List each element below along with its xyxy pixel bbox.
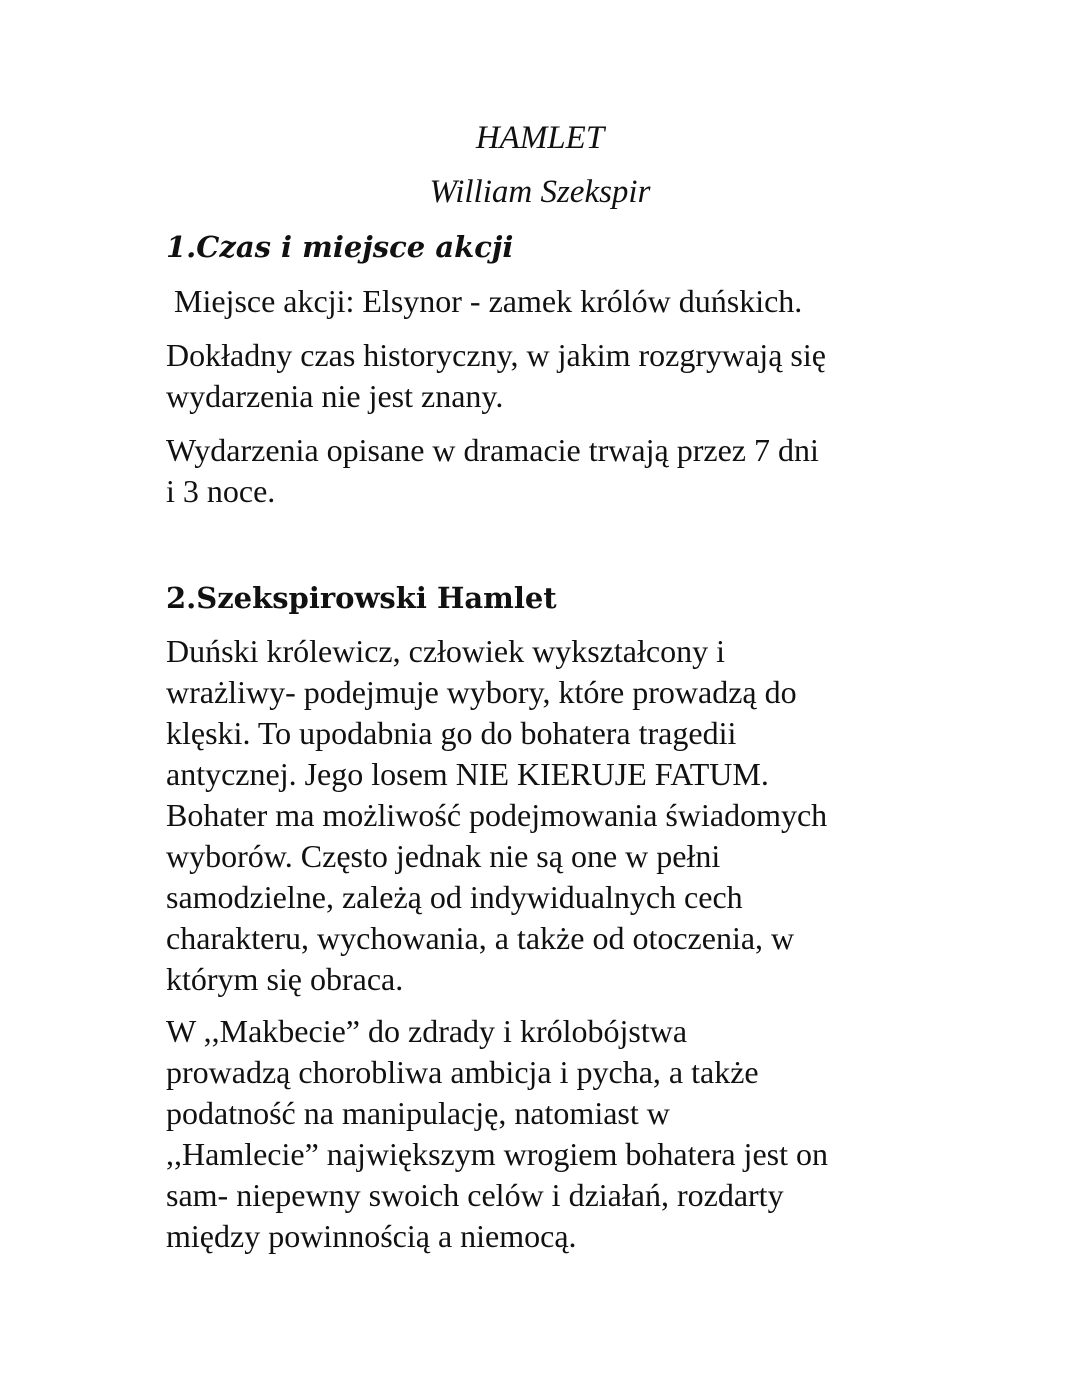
section-1-paragraph-time: Dokładny czas historyczny, w jakim rozgrywają się wydarzenia nie jest znany.: [166, 337, 826, 414]
section-1-paragraph-duration: Wydarzenia opisane w dramacie trwają przez 7 dni i 3 noce.: [166, 432, 819, 509]
section-2-heading: 2.Szekspirowski Hamlet: [166, 581, 557, 615]
section-2-paragraph-hamlet: Duński królewicz, człowiek wykształcony i wrażliwy- podejmuje wybory, które prowadzą do klęski. To upodabnia go do bohatera tragedii antycznej. Jego losem NIE KIERUJE FATUM. Bohater ma możliwość podejmowania świadomych wyborów. Często jednak nie są one w pełni samodzielne, zależą od indywidualnych cech charakteru, wychowania, a także od otoczenia, w którym się obraca.: [166, 633, 828, 997]
section-1-paragraph-place: Miejsce akcji: Elsynor - zamek królów duńskich.: [174, 283, 803, 319]
section-1-heading: 1.Czas i miejsce akcji: [166, 230, 514, 264]
document-title: HAMLET: [475, 120, 605, 156]
document-author: William Szekspir: [429, 174, 651, 210]
section-2-paragraph-comparison: W ,,Makbecie” do zdrady i królobójstwa prowadzą chorobliwa ambicja i pycha, a także podatność na manipulację, natomiast w ,,Hamlecie” największym wrogiem bohatera jest on sam- niepewny swoich celów i działań, rozdarty między powinnością a niemocą.: [166, 1013, 828, 1254]
